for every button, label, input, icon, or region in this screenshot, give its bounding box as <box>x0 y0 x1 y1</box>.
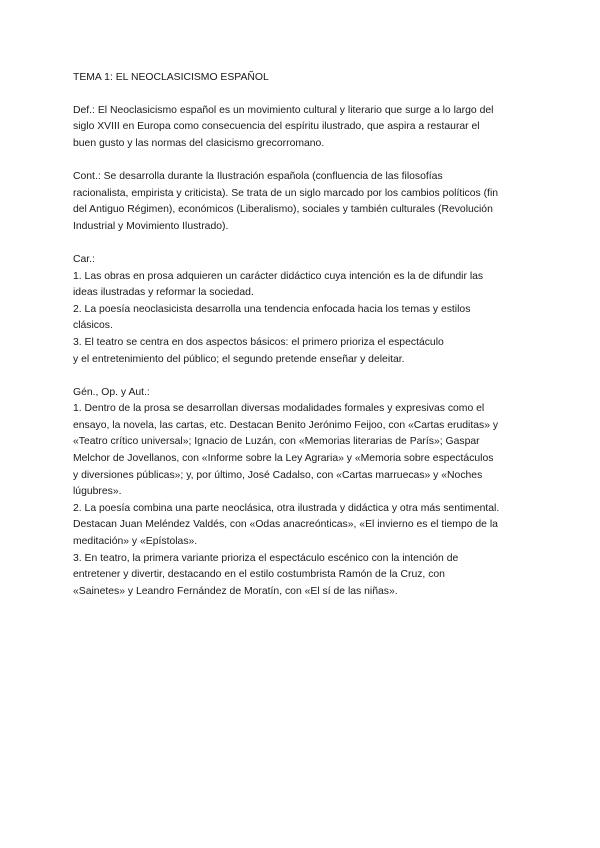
context-line: racionalista, empirista y criticista). Se trata de un siglo marcado por los cambios políticos (fin <box>73 187 499 199</box>
genres-line: 1. Dentro de la prosa se desarrollan diversas modalidades formales y expresivas como el <box>73 403 485 415</box>
context-line: del Antiguo Régimen), económicos (Liberalismo), sociales y también culturales (Revolución <box>73 204 493 216</box>
genres-line: «Teatro crítico universal»; Ignacio de Luzán, con «Memorias literarias de París»; Gaspar <box>73 436 480 448</box>
context-paragraph <box>73 169 531 235</box>
genres-line: 2. La poesía combina una parte neoclásica, otra ilustrada y didáctica y otra más sentimental. <box>73 502 500 514</box>
characteristics-line: clásicos. <box>73 320 113 332</box>
genres-line: «Sainetes» y Leandro Fernández de Moratín, con «El sí de las niñas». <box>73 585 398 597</box>
characteristics-line: 3. El teatro se centra en dos aspectos básicos: el primero prioriza el espectáculo <box>73 336 444 348</box>
context-line: Industrial y Movimiento Ilustrado). <box>73 220 229 232</box>
document-title: TEMA 1: EL NEOCLASICISMO ESPAÑOL <box>73 72 269 83</box>
genres-line: meditación» y «Epístolas». <box>73 536 198 548</box>
characteristics-line: 2. La poesía neoclasicista desarrolla una tendencia enfocada hacia los temas y estilos <box>73 303 471 315</box>
definition-line: siglo XVIII en Europa como consecuencia del espíritu ilustrado, que aspira a restaurar el <box>73 121 480 133</box>
context-line: Cont.: Se desarrolla durante la Ilustración española (confluencia de las filosofías <box>73 170 443 182</box>
genres-line: ensayo, la novela, las cartas, etc. Destacan Benito Jerónimo Feijoo, con «Cartas eruditas» y <box>73 419 499 431</box>
characteristics-line: ideas ilustradas y reformar la sociedad. <box>73 287 254 299</box>
characteristics-line: 1. Las obras en prosa adquieren un carácter didáctico cuya intención es la de difundir las <box>73 270 484 282</box>
genres-line: y diversiones públicas»; y, por último, José Cadalso, con «Cartas marruecas» y «Noches <box>73 469 483 481</box>
characteristics-heading: Car.: <box>73 253 95 265</box>
document-page <box>73 70 531 617</box>
definition-line: Def.: El Neoclasicismo español es un movimiento cultural y literario que surge a lo largo del <box>73 104 494 116</box>
genres-heading: Gén., Op. y Aut.: <box>73 386 150 398</box>
genres-line: 3. En teatro, la primera variante prioriza el espectáculo escénico con la intención de <box>73 552 459 564</box>
genres-section <box>73 385 531 601</box>
genres-line: entretener y divertir, destacando en el estilo costumbrista Ramón de la Cruz, con <box>73 569 445 581</box>
genres-line: Melchor de Jovellanos, con «Informe sobre la Ley Agraria» y «Memoria sobre espectáculos <box>73 453 494 465</box>
definition-line: buen gusto y las normas del clasicismo grecorromano. <box>73 137 325 149</box>
definition-paragraph <box>73 103 531 153</box>
characteristics-line: y el entretenimiento del público; el segundo pretende enseñar y deleitar. <box>73 353 405 365</box>
genres-line: lúgubres». <box>73 486 122 498</box>
genres-line: Destacan Juan Meléndez Valdés, con «Odas anacreónticas», «El invierno es el tiempo de la <box>73 519 498 531</box>
characteristics-section <box>73 252 531 368</box>
